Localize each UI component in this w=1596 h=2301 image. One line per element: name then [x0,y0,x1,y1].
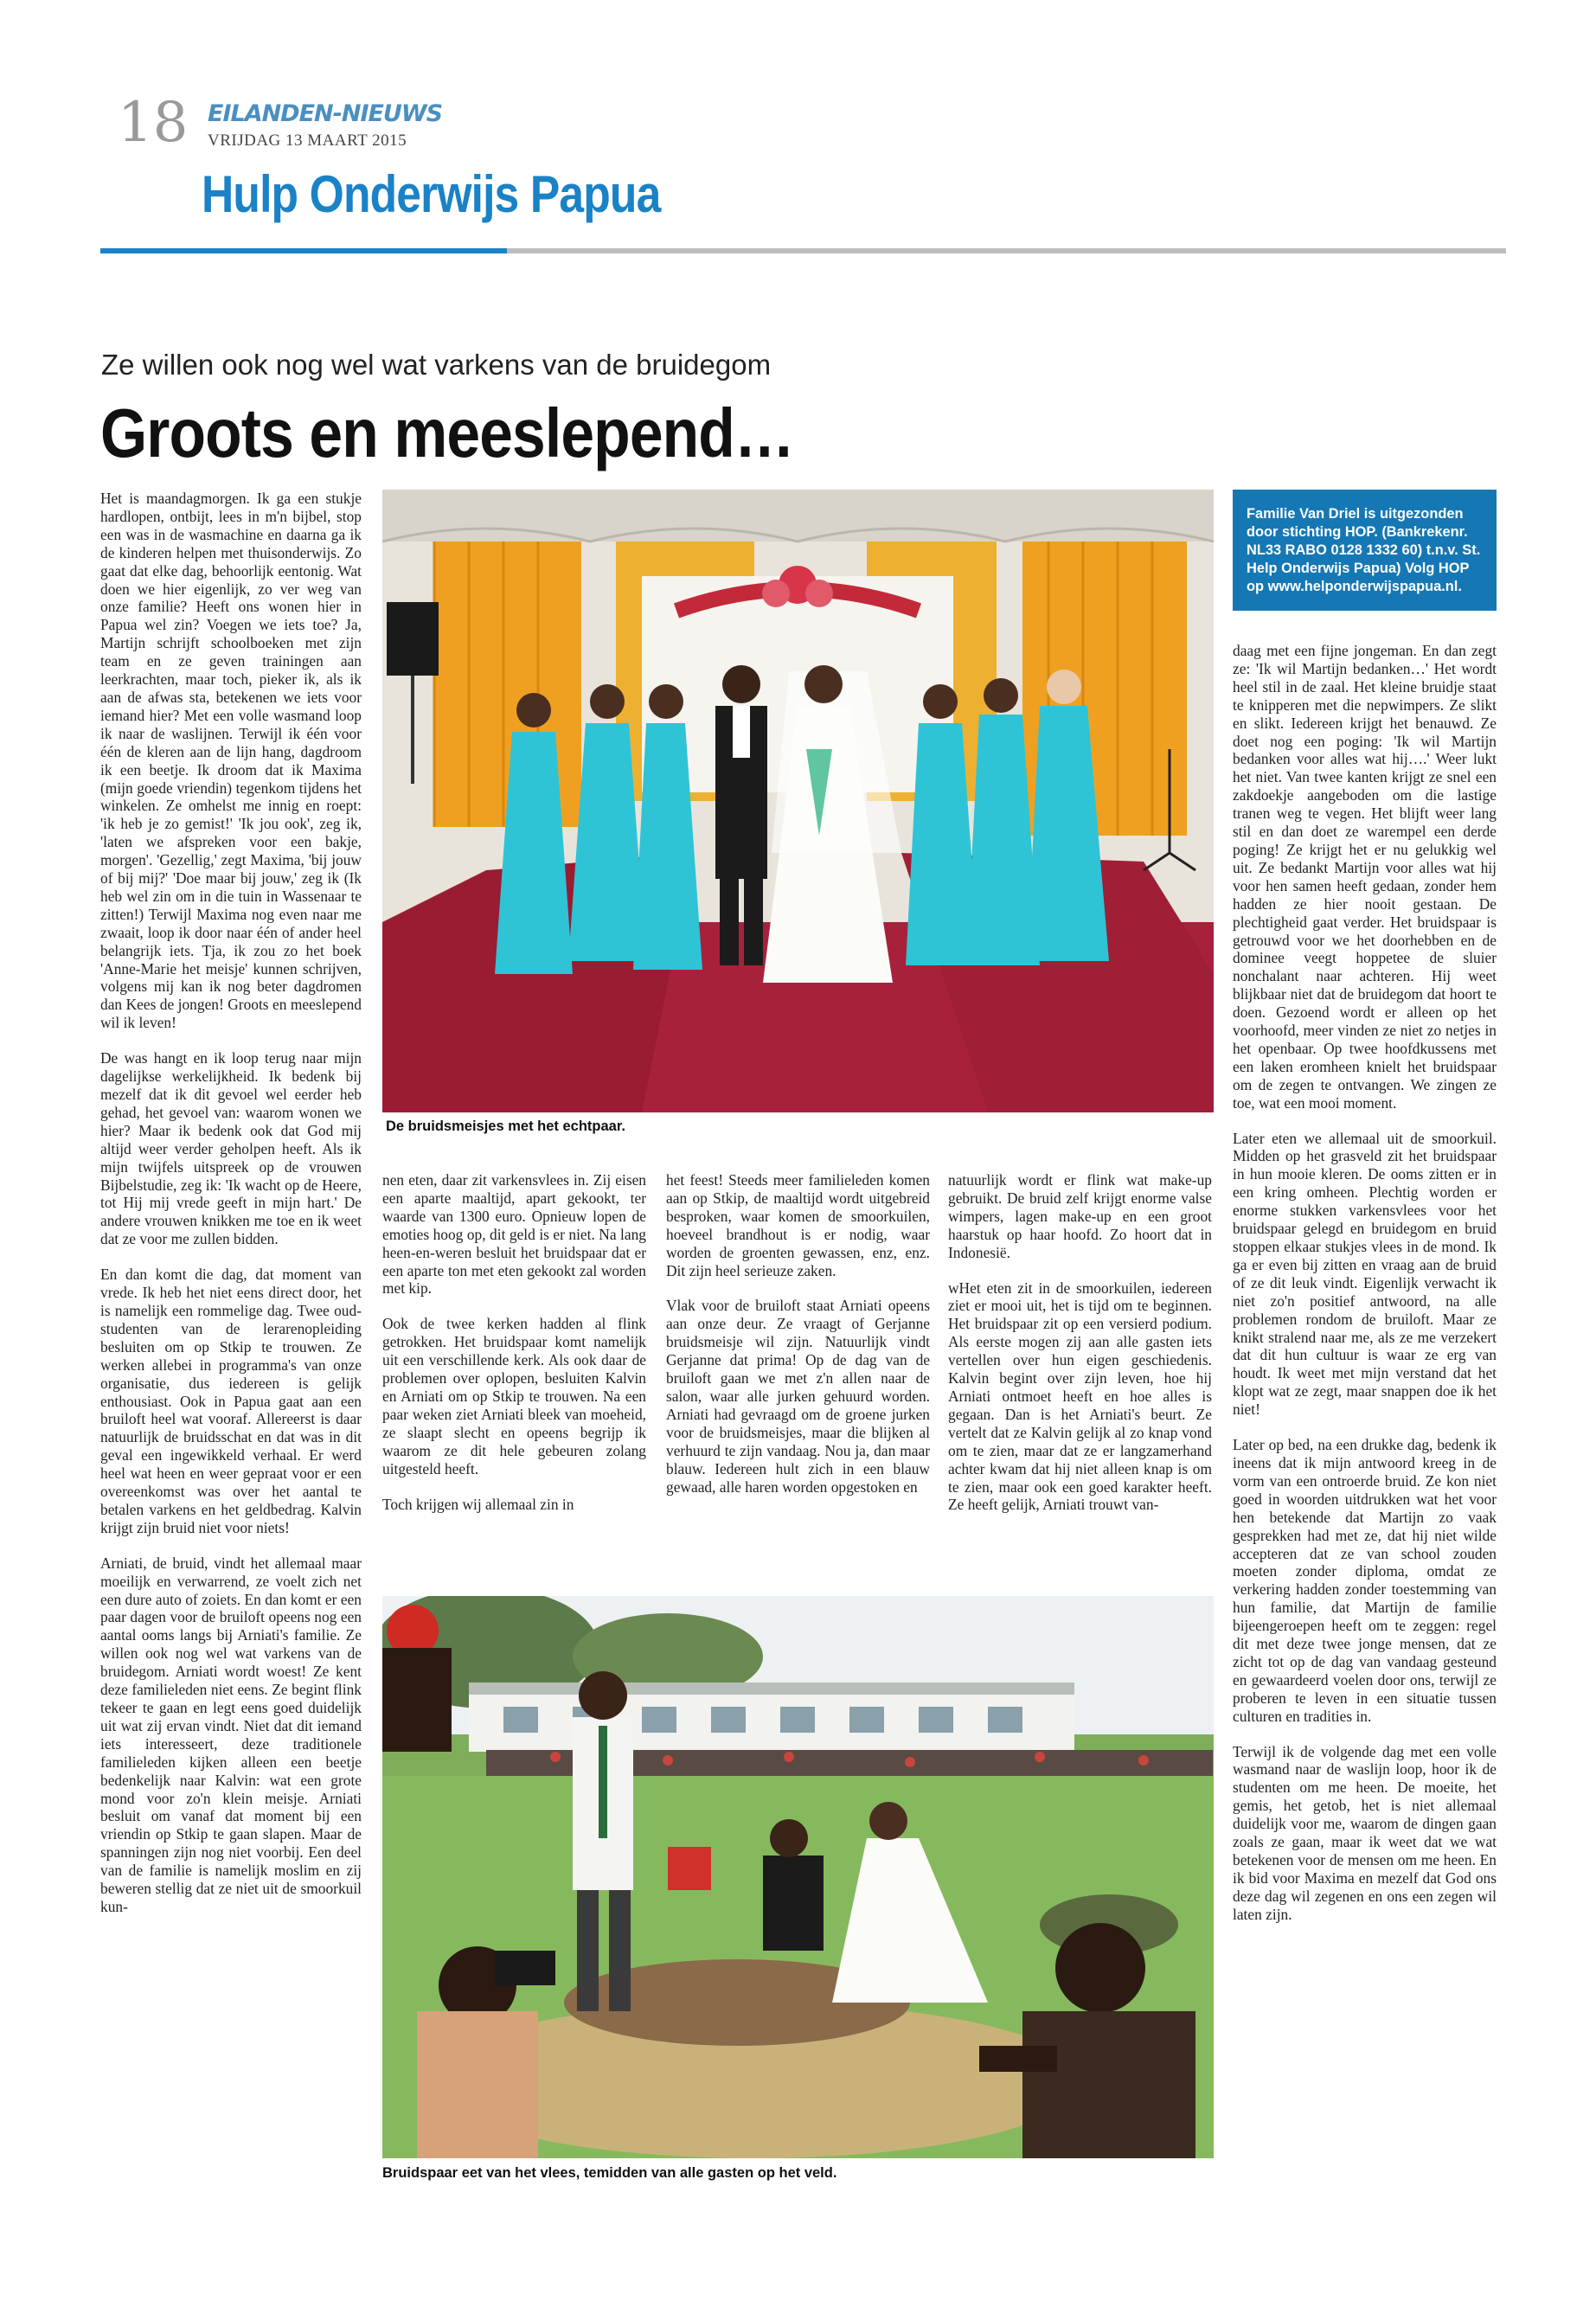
feast-photo [382,1596,1214,2158]
paragraph: Terwijl ik de volgende dag met een volle wasmand naar de waslijn loop, hoor ik de studenten om me heen. De moeite, het gemis, het getob, het is niet allemaal duidelijk voor me, waarom de dingen gaan zoals ze gaan, maar ik weet dat we wat betekenen voor de mensen om me heen. En ik bid voor Maxima en mezelf dat God ons deze dag wil zegenen en ons een zegen wil laten zijn. [1233,1742,1497,1923]
bridesmaids-photo [382,490,1214,1112]
section-title: Hulp Onderwijs Papua [202,165,661,223]
newspaper-logo: EILANDEN-NIEUWS [208,100,443,127]
photo-caption-2: Bruidspaar eet van het vlees, temidden van alle gasten op het veld. [382,2165,837,2181]
paragraph: Arniati, de bruid, vindt het allemaal maar moeilijk en verwarrend, ze voelt zich net een dure auto of zoiets. En dan komt er een paar dagen voor de bruiloft opeens nog een aantal ooms langs bij Arniati's familie. Ze willen ook nog wel wat varkens van de bruidegom. Arniati wordt woest! Ze kent deze familieleden niet eens. Ze begint flink tekeer te gaan en legt eens goed duidelijk uit wat zij ervan vindt. Niet dat dit iemand iets interesseert, deze traditionele familieleden kijken alleen een beetje bedenkelijk naar Kalvin: wat een grote mond voor zo'n klein meisje. Arniati besluit om vanaf dat moment bij een vriendin op Stkip te gaan slapen. Maar de spanningen zijn nog niet voorbij. Een deel van de familie is namelijk moslim en zij beweren stellig dat ze niet uit de smoorkuil kun- [100,1554,362,1915]
feast-illustration [382,1596,1214,2158]
paragraph: Het is maandagmorgen. Ik ga een stukje hardlopen, ontbijt, lees in m'n bijbel, stop een was in de wasmachine en daarna ga ik de kinderen helpen met thuisonderwijs. Zo gaat dat elke dag, behoorlijk eentonig. Wat doen we hier eigenlijk, zo ver weg van onze familie? Heeft ons wonen hier in Papua wel zin? Voegen we iets toe? Ja, Martijn schrijft schoolboeken met zijn team en ze geven trainingen aan leerkrachten, maar toch, pieker ik, als ik aan de afwas sta, betekenen we iets voor iemand hier? Met een volle wasmand loop ik naar de waslijnen. Terwijl ik één voor één de kleren aan de lijn hang, dagdroom ik een beetje. Ik droom dat ik Maxima (mijn goede vriendin) tegenkom tijdens het winkelen. Ze omhelst me innig en roept: 'ik heb je zo gemist!' 'Ik jou ook', zeg ik, 'laten we afspreken voor een bakje, morgen'. 'Gezellig,' zegt Maxima, 'bij jouw of bij mij?' 'Doe maar bij jouw,' zeg ik (Ik heb wel zin om in die tuin in Wassenaar te zitten!) Terwijl Maxima nog even naar me zwaait, loop ik door naar één of ander heel belangrijk iets. Tja, ik zou zo het boek 'Anne-Marie het meisje' kunnen schrijven, volgens mij kan ik nog beter dagdromen dan Kees de jongen! Groots en meeslepend wil ik leven! [100,490,362,1032]
section-rule-accent [100,248,507,253]
article-column-2 [382,1171,646,1513]
article-kicker: Ze willen ook nog wel wat varkens van de bruidegom [101,349,772,381]
article-column-3 [666,1171,930,1496]
article-column-4 [948,1171,1212,1514]
section-rule [507,248,1506,253]
paragraph: daag met een fijne jongeman. En dan zegt ze: 'Ik wil Martijn bedanken…' Het wordt heel stil in de zaal. Het kleine bruidje staat te knipperen met die nepwimpers. Ze slikt en slikt. Iedereen krijgt het benauwd. Ze doet nog een poging: 'Ik wil Martijn bedanken voor alles wat hij….' Weer lukt het niet. Van twee kanten krijgt ze snel een zakdoekje aangeboden om die lastige tranen weg te vegen. Het blijft weer lang stil en dan doet ze warempel een derde poging! Ze krijgt het er nu gelukkig wel uit. Ze bedankt Martijn voor alles wat hij voor hen samen heeft gedaan, zonder hem hadden ze hier nooit gestaan. De plechtigheid gaat verder. Het bruidspaar is getrouwd voor we het doorhebben en de dominee veegt hoppetee de sluier nonchalant naar achteren. Hij weet blijkbaar niet dat de bruidegom dat hoort te doen. Gezoend wordt er alleen op het voorhoofd, meer vinden ze niet zo netjes in het openbaar. Op twee hoofdkussens met een laken eromheen knielt het bruidspaar om de zegen te ontvangen. We zingen ze toe, wat een mooi moment. [1233,642,1497,1112]
paragraph: En dan komt die dag, dat moment van vrede. Ik heb het niet eens direct door, het is namelijk een rommelige dag. Twee oud-studenten van de lerarenopleiding besluiten om op Stkip te trouwen. Ze werken allebei in programma's van onze organisatie, dus iedereen is gelijk enthousiast. Ook in Papua gaat aan een bruiloft heel wat vooraf. Allereerst is daar natuurlijk de bruidsschat en dat was in dit geval een ingewikkeld verhaal. Er werd heel wat heen en weer gepraat voor er een overeenkomst was over het aantal te betalen varkens en het geldbedrag. Kalvin krijgt zijn bruid niet voor niets! [100,1266,362,1536]
article-column-5 [1233,642,1497,1924]
paragraph: Vlak voor de bruiloft staat Arniati opeens aan onze deur. Ze vraagt of Gerjanne bruidsmeisje wil zijn. Natuurlijk vindt Gerjanne dat prima! Op de dag van de bruiloft gaan we met z'n allen naar de salon, waar alle jurken gehuurd worden. Arniati had gevraagd om de groene jurken voor de bruidsmeisjes, maar die blijken al verhuurd te zijn vandaag. Nou ja, dan maar blauw. Iedereen hult zich in een blauw gewaad, alle haren worden opgestoken en [666,1297,930,1496]
page-number: 18 [118,91,189,155]
info-box: Familie Van Driel is uitgezonden door stichting HOP. (Bankrekenr. NL33 RABO 0128 1332 60) t.n.v. St. Help Onderwijs Papua) Volg HOP op www.helponderwijspapua.nl. [1233,490,1497,611]
paragraph: Toch krijgen wij allemaal zin in [382,1495,574,1513]
paragraph: wHet eten zit in de smoorkuilen, iedereen ziet er mooi uit, het is tijd om te beginnen. Het bruidspaar zit op een versierd podium. Als eerste mogen zij aan alle gasten iets vertellen over hun eigen geschiedenis. Kalvin begint over zijn leven, hoe hij Arniati ontmoet heeft en hoe alles is gegaan. Dan is het Arniati's beurt. Ze vertelt dat ze Kalvin gelijk al zo knap vond om te zien, maar dat ze er langzamerhand achter kwam dat hij niet alleen knap is om te zien, maar ook een goed karakter heeft. Ze heeft gelijk, Arniati trouwt van- [948,1279,1212,1514]
paragraph: nen eten, daar zit varkensvlees in. Zij eisen een aparte maaltijd, apart gekookt, ter waarde van 1300 euro. Opnieuw lopen de emoties hoog op, dit geld is er niet. Na lang heen-en-weren besluit het bruidspaar dat er een aparte ton met eten gekookt zal worden met kip. [382,1171,646,1298]
paragraph: Later op bed, na een drukke dag, bedenk ik ineens dat ik mijn antwoord kreeg in de vorm van een ontroerde bruid. Ze kon niet goed in woorden uitdrukken wat het voor hen betekende dat Martijn zo vaak gesprekken had met ze, dat hij niet wilde accepteren dat ze van school zouden moeten zonder diploma, omdat ze verkering hadden zonder toestemming van hun familie, dat Martijn de familie bijeengeroepen heeft om te zeggen: regel dit met deze twee jonge mensen, dat ze zicht tot op de dag van vandaag gesteund en gewaardeerd voelen door ons, terwijl ze proberen te leven in een situatie tussen culturen en tradities in. [1233,1436,1497,1725]
bridesmaids-illustration [382,490,1214,1112]
paragraph: De was hangt en ik loop terug naar mijn dagelijkse werkelijkheid. Ik bedenk bij mezelf dat ik dit gevoel wel eerder heb gehad, het gevoel van: waarom wonen we hier? Maar ik bedenk ook dat God mij altijd weer verder geholpen heeft. Als ik mijn twijfels uitspreek op de vrouwen Bijbelstudie, zeg ik: 'Ik wacht op de Heere, tot Hij mij vrede geeft in mijn hart.' De andere vrouwen knikken me toe en ik weet dat ze voor me zullen bidden. [100,1049,362,1248]
photo-caption-1: De bruidsmeisjes met het echtpaar. [386,1118,625,1134]
paragraph: natuurlijk wordt er flink wat make-up gebruikt. De bruid zelf krijgt enorme valse wimpers, lagen make-up en een groot haarstuk op haar hoofd. Zo hoort dat in Indonesië. [948,1171,1212,1261]
article-headline: Groots en meeslepend… [100,394,794,471]
paragraph: het feest! Steeds meer familieleden komen aan op Stkip, de maaltijd wordt uitgebreid besproken, waar komen de smoorkuilen, hoeveel brandhout is er nodig, waar worden de groenten gewassen, enz, enz. Dit zijn heel serieuze zaken. [666,1171,930,1279]
article-column-1 [100,490,362,1916]
issue-date: VRIJDAG 13 MAART 2015 [208,131,407,150]
paragraph: Later eten we allemaal uit de smoorkuil. Midden op het grasveld zit het bruidspaar in hun mooie kleren. De ooms zitten er in een kring omheen. Plechtig worden er enorme stukken varkensvlees voor het bruidspaar gelegd en bruidegom en bruid stoppen elkaar stukjes vlees in de mond. Ik ga er even bij zitten en vraag aan de bruid of ze dit leuk vindt. Eigenlijk verwacht ik niet zo'n positief antwoord, na alle problemen rondom de bruiloft. Maar ze knikt stralend naar me, als ze me verzekert dat dit hun cultuur is waar ze erg van houdt. Ik weet met mijn verstand dat het klopt wat ze zegt, maar snappen doe ik het niet! [1233,1129,1497,1419]
paragraph: Ook de twee kerken hadden al flink getrokken. Het bruidspaar komt namelijk uit een verschillende kerk. Als ook daar de problemen over oplopen, besluiten Kalvin en Arniati om op Stkip te trouwen. Na een paar weken ziet Arniati bleek van moeheid, ze slaapt slecht en opeens begrijp ik waarom ze dit hele gebeuren zolang uitgesteld heeft. [382,1315,646,1477]
